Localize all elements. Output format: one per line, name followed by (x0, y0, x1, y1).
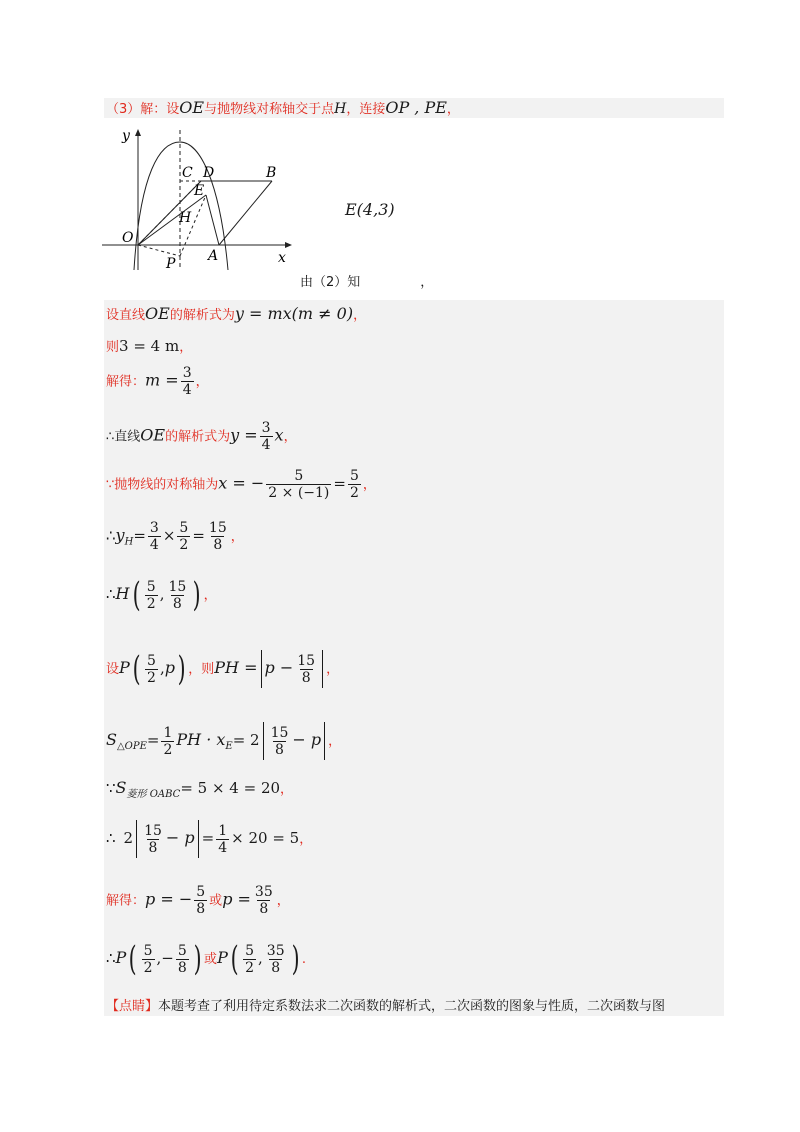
label-h: H (179, 210, 192, 226)
label-b: B (266, 165, 277, 181)
label-x: x (278, 250, 286, 266)
step-line-eq: ∴直线OE的解析式为y = $\frac{3}{4}$ x， (106, 420, 297, 453)
step-solve-m: 解得：m = $\frac{3}{4}$ ， (106, 365, 209, 398)
geometry-figure (100, 122, 300, 272)
label-a: A (208, 248, 219, 264)
side-ba (219, 181, 272, 245)
step-equation: ∴ 2 $\frac{15}{8}$ − p = $\frac{1}{4}$ × 20 = 5， (106, 820, 312, 858)
step-point-h: ∴H( $\frac{5}{2}$ , $\frac{15}{8}$ ) ， (106, 575, 217, 615)
segment-oe (138, 195, 206, 245)
label-d: D (203, 165, 215, 181)
step-yh: $\therefore y_H=$ $\frac{3}{4}$ × $\frac{5}{2}$ = $\frac{15}{8}$ ， (106, 520, 244, 553)
step-line-oe: 设直线OE的解析式为y = mx(m ≠ 0)， (106, 304, 367, 323)
step-area-rhombus: $\because S_{菱形 OABC}= 5 \times 4 = 20$， (106, 778, 294, 800)
label-y: y (122, 128, 130, 144)
label-c: C (182, 165, 193, 181)
step-set-p: 设P( $\frac{5}{2}$ ,p) ，则PH = p − $\frac{15}{8}$ ， (106, 649, 340, 689)
segment-op (138, 245, 180, 256)
x-axis-arrow (285, 242, 292, 248)
label-p: P (166, 256, 176, 272)
segment-ea (206, 195, 219, 245)
label-o: O (122, 230, 134, 246)
figure-caption: 由（2）知 ， (300, 275, 434, 290)
step-result-p: ∴P( $\frac{5}{2}$ ,− $\frac{5}{8}$ ) 或P( $\frac{5}{2}$ , $\frac{35}{8}$ ) . (106, 939, 307, 979)
y-axis-arrow (135, 129, 141, 136)
remark-line: 【点睛】本题考查了利用待定系数法求二次函数的解析式，二次函数的图象与性质，二次函数与图 (106, 999, 666, 1014)
step-solve-p: 解得：p = − $\frac{5}{8}$ 或p = $\frac{35}{8}$ ， (106, 884, 290, 917)
e-coordinate: E(4,3) (345, 200, 395, 219)
step-symmetry-axis: ∵抛物线的对称轴为x = − $\frac{5}{2 \times (-1)}$ = $\frac{5}{2}$ ， (106, 468, 376, 501)
label-e: E (194, 183, 205, 199)
step-substitute: 则3 = 4 m， (106, 337, 193, 355)
step-area-ope: $S_{\triangle OPE}=$ $\frac{1}{2}$ PH · $x_E= 2$ $\frac{15}{8}$ − p ， (106, 722, 341, 760)
part3-intro: （3）解：设OE与抛物线对称轴交于点H，连接OP , PE， (106, 98, 460, 117)
